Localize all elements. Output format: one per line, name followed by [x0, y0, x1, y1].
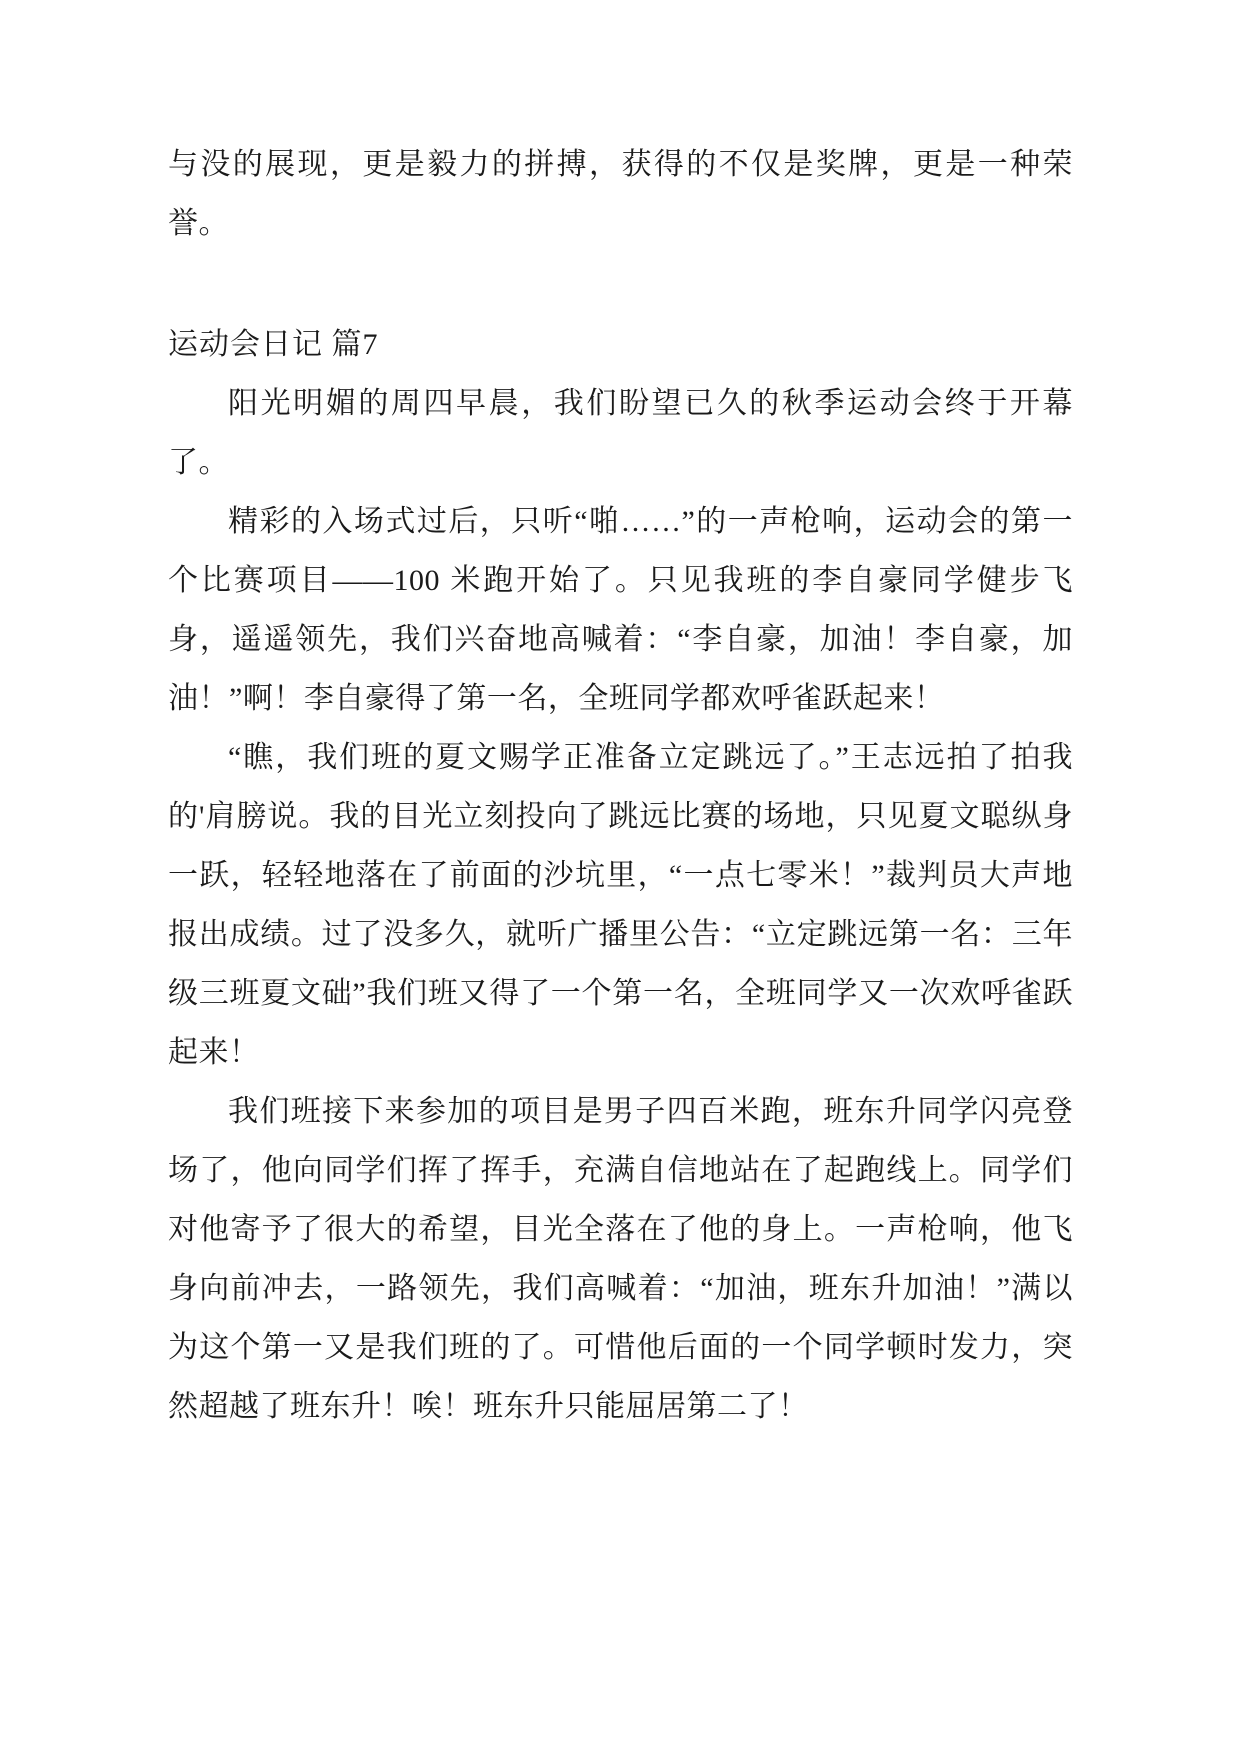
- paragraph-1: 阳光明媚的周四早晨，我们盼望已久的秋季运动会终于开幕了。: [168, 387, 1073, 479]
- block-spacer: [168, 253, 1073, 315]
- paragraph-continuation: 与没的展现，更是毅力的拼搏，获得的不仅是奖牌，更是一种荣誉。: [168, 148, 1073, 240]
- document-body: [168, 135, 1073, 1436]
- paragraph-3: “瞧，我们班的夏文赐学正准备立定跳远了。”王志远拍了拍我的'肩膀说。我的目光立刻投向了跳远比赛的场地，只见夏文聪纵身一跃，轻轻地落在了前面的沙坑里，“一点七零米！”裁判员大声地报出成绩。过了没多久，就听广播里公告：“立定跳远第一名：三年级三班夏文础”我们班又得了一个第一名，全班同学又一次欢呼雀跃起来！: [168, 741, 1073, 1069]
- paragraph-2: 精彩的入场式过后，只听“啪……”的一声枪响，运动会的第一个比赛项目——100 米跑开始了。只见我班的李自豪同学健步飞身，遥遥领先，我们兴奋地高喊着：“李自豪，加油！李自豪，加油！”啊！李自豪得了第一名，全班同学都欢呼雀跃起来！: [168, 505, 1073, 715]
- paragraph-4: 我们班接下来参加的项目是男子四百米跑，班东升同学闪亮登场了，他向同学们挥了挥手，充满自信地站在了起跑线上。同学们对他寄予了很大的希望，目光全落在了他的身上。一声枪响，他飞身向前冲去，一路领先，我们高喊着：“加油，班东升加油！”满以为这个第一又是我们班的了。可惜他后面的一个同学顿时发力，突然超越了班东升！唉！班东升只能屈居第二了！: [168, 1095, 1073, 1423]
- section-heading: 运动会日记 篇7: [168, 328, 379, 361]
